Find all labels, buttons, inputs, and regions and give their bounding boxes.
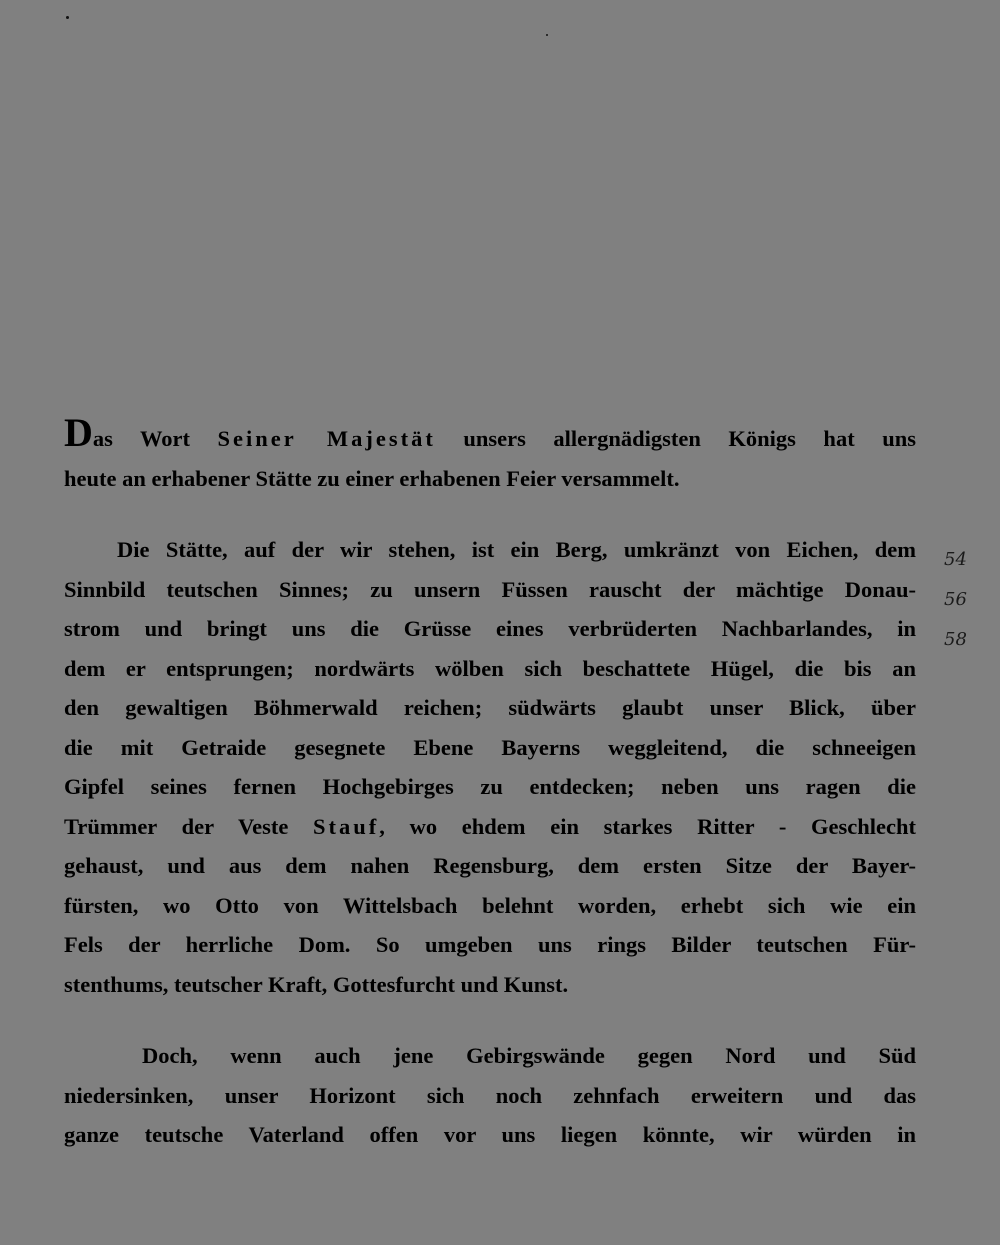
scan-speck [546, 34, 548, 36]
text-line: Fels der herrliche Dom. So umgeben uns rings Bilder teutschen Für- [64, 932, 916, 957]
text-line: die mit Getraide gesegnete Ebene Bayerns weggleitend, die schneeigen [64, 734, 916, 760]
emphasized-text: Stauf [313, 813, 380, 839]
text-line: heute an erhabener Stätte zu einer erhabenen Feier versammelt. [64, 465, 680, 491]
text-line: ganze teutsche Vaterland offen vor uns liegen könnte, wir würden in [64, 1122, 916, 1147]
text-line: Gipfel seines fernen Hochgebirges zu entdecken; neben uns ragen die [64, 774, 916, 799]
text-line: strom und bringt uns die Grüsse eines verbrüderten Nachbarlandes, in [64, 616, 916, 641]
text-span: Trümmer der Veste [64, 813, 314, 839]
text-span: , wo ehdem ein starkes Ritter - Geschlecht [379, 813, 916, 839]
page-body [64, 410, 916, 1155]
paragraph-2 [64, 530, 916, 1004]
text-line: den gewaltigen Böhmerwald reichen; südwärts glaubt unser Blick, über [64, 695, 916, 720]
text-line: stenthums, teutscher Kraft, Gottesfurcht und Kunst. [64, 971, 569, 997]
paragraph-3 [64, 1036, 916, 1155]
handwritten-note: 56 [944, 589, 967, 610]
text-line: gehaust, und aus dem nahen Regensburg, dem ersten Sitze der Bayer- [64, 853, 916, 878]
text-line [64, 807, 916, 847]
text-span: as Wort [92, 426, 218, 451]
text-line: Sinnbild teutschen Sinnes; zu unsern Füssen rauscht der mächtige Donau- [64, 576, 916, 602]
text-line: fürsten, wo Otto von Wittelsbach belehnt worden, erhebt sich wie ein [64, 892, 916, 918]
drop-cap: D [64, 410, 93, 455]
text-line: Doch, wenn auch jene Gebirgswände gegen Nord und Süd [142, 1043, 916, 1068]
text-line: dem er entsprungen; nordwärts wölben sich beschattete Hügel, die bis an [64, 655, 916, 681]
handwritten-note: 58 [944, 629, 967, 650]
text-line: Die Stätte, auf der wir stehen, ist ein Berg, umkränzt von Eichen, dem [117, 537, 916, 562]
handwritten-note: 54 [944, 549, 967, 570]
emphasized-text: Seiner Majestät [217, 426, 436, 451]
scan-speck [66, 16, 69, 19]
text-span: unsers allergnädigsten Königs hat uns [435, 426, 916, 451]
paragraph-1 [64, 410, 916, 498]
margin-annotations [944, 540, 984, 660]
text-line: niedersinken, unser Horizont sich noch zehnfach erweitern und das [64, 1082, 916, 1108]
text-line [64, 410, 916, 459]
